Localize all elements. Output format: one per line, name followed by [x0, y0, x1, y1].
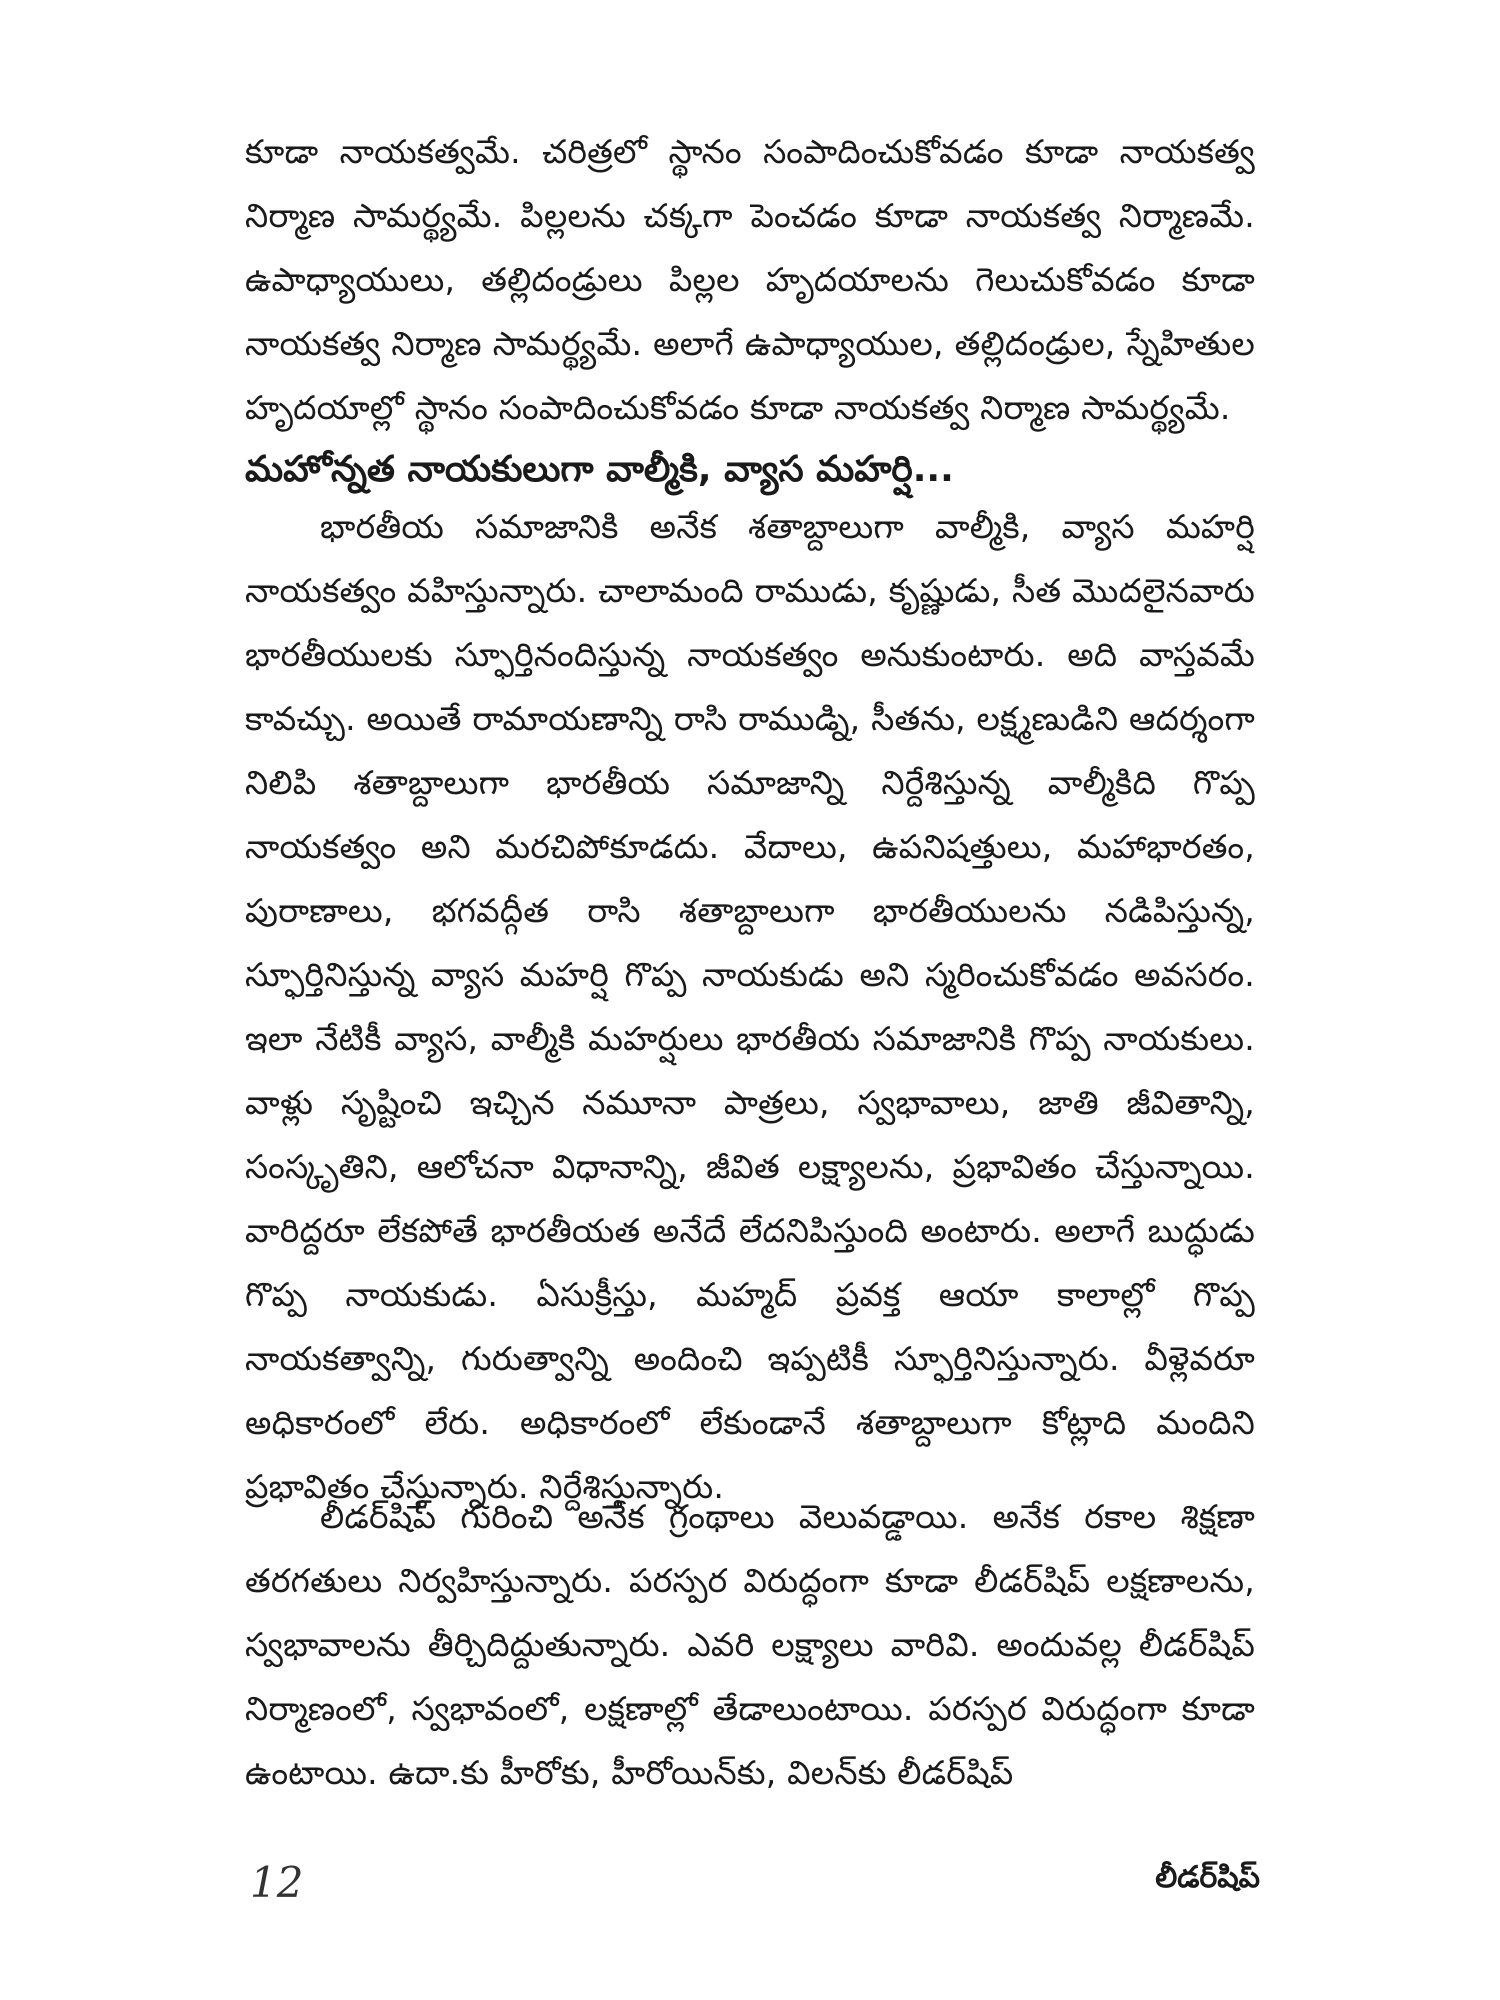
section-heading: మహోన్నత నాయకులుగా వాల్మీకి, వ్యాస మహర్షి... — [245, 449, 954, 490]
running-title: లీడర్‌షిప్ — [1155, 1860, 1260, 1895]
body-text-section-2 — [245, 495, 1255, 1519]
body-text-section-1 — [245, 120, 1255, 440]
paragraph-1: కూడా నాయకత్వమే. చరిత్రలో స్థానం సంపాదించుకోవడం కూడా నాయకత్వ నిర్మాణ సామర్థ్యమే. పిల్లలను చక్కగా పెంచడం కూడా నాయకత్వ నిర్మాణమే. ఉపాధ్యాయులు, తల్లిదండ్రులు పిల్లల హృదయాలను గెలుచుకోవడం కూడా నాయకత్వ నిర్మాణ సామర్థ్యమే. అలాగే ఉపాధ్యాయుల, తల్లిదండ్రుల, స్నేహితుల హృదయాల్లో స్థానం సంపాదించుకోవడం కూడా నాయకత్వ నిర్మాణ సామర్థ్యమే. — [245, 132, 1255, 427]
page-number: 12 — [250, 1858, 304, 1907]
paragraph-2: భారతీయ సమాజానికి అనేక శతాబ్దాలుగా వాల్మీకి, వ్యాస మహర్షి నాయకత్వం వహిస్తున్నారు. చాలామంది రాముడు, కృష్ణుడు, సీత మొదలైనవారు భారతీయులకు స్ఫూర్తినందిస్తున్న నాయకత్వం అనుకుంటారు. అది వాస్తవమే కావచ్చు. అయితే రామాయణాన్ని రాసి రాముడ్ని, సీతను, లక్ష్మణుడిని ఆదర్శంగా నిలిపి శతాబ్దాలుగా భారతీయ సమాజాన్ని నిర్దేశిస్తున్న వాల్మీకిది గొప్ప నాయకత్వం అని మరచిపోకూడదు. వేదాలు, ఉపనిషత్తులు, మహాభారతం, పురాణాలు, భగవద్గీత రాసి శతాబ్దాలుగా భారతీయులను నడిపిస్తున్న, స్ఫూర్తినిస్తున్న వ్యాస మహర్షి గొప్ప నాయకుడు అని స్మరించుకోవడం అవసరం. ఇలా నేటికీ వ్యాస, వాల్మీకి మహర్షులు భారతీయ సమాజానికి గొప్ప నాయకులు. వాళ్లు సృష్టించి ఇచ్చిన నమూనా పాత్రలు, స్వభావాలు, జాతి జీవితాన్ని, సంస్కృతిని, ఆలోచనా విధానాన్ని, జీవిత లక్ష్యాలను, ప్రభావితం చేస్తున్నాయి. వారిద్దరూ లేకపోతే భారతీయత అనేదే లేదనిపిస్తుంది అంటారు. అలాగే బుద్ధుడు గొప్ప నాయకుడు. ఏసుక్రీస్తు, మహ్మద్ ప్రవక్త ఆయా కాలాల్లో గొప్ప నాయకత్వాన్ని, గురుత్వాన్ని అందించి ఇప్పటికీ స్ఫూర్తినిస్తున్నారు. వీళ్లెవరూ అధికారంలో లేరు. అధికారంలో లేకుండానే శతాబ్దాలుగా కోట్లాది మందిని ప్రభావితం చేస్తున్నారు. నిర్దేశిస్తున్నారు. — [245, 507, 1255, 1506]
paragraph-3: లీడర్‌షిప్ గురించి అనేక గ్రంథాలు వెలువడ్డాయి. అనేక రకాల శిక్షణా తరగతులు నిర్వహిస్తున్నారు. పరస్పర విరుద్ధంగా కూడా లీడర్‌షిప్ లక్షణాలను, స్వభావాలను తీర్చిదిద్దుతున్నారు. ఎవరి లక్ష్యాలు వారివి. అందువల్ల లీడర్‌షిప్ నిర్మాణంలో, స్వభావంలో, లక్షణాల్లో తేడాలుంటాయి. పరస్పర విరుద్ధంగా కూడా ఉంటాయి. ఉదా.కు హీరోకు, హీరోయిన్‌కు, విలన్‌కు లీడర్‌షిప్ — [245, 1497, 1255, 1792]
body-text-section-3 — [245, 1485, 1255, 1805]
